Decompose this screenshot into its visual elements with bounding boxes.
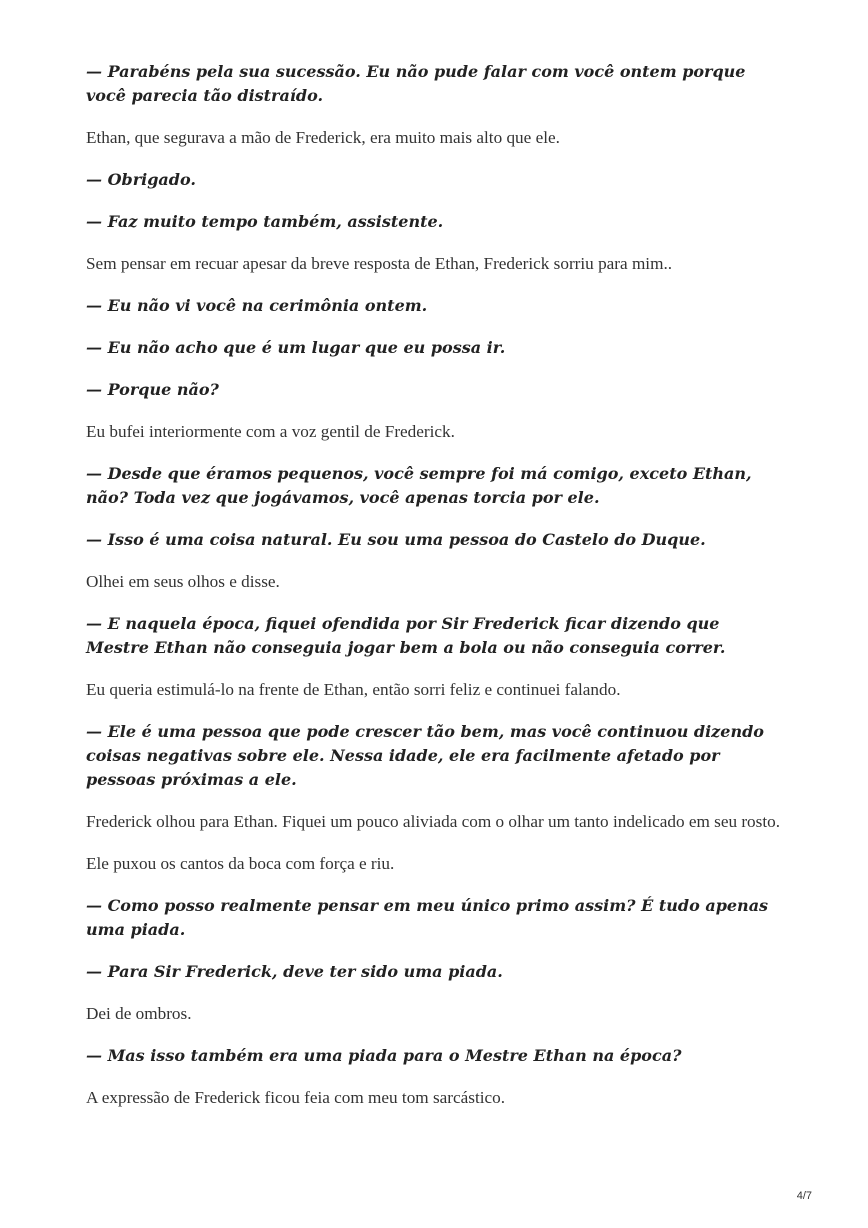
narration-paragraph: Ele puxou os cantos da boca com força e riu.: [86, 854, 395, 873]
dialogue-paragraph: — Mas isso também era uma piada para o Mestre Ethan na época?: [86, 1046, 682, 1065]
narration-paragraph: Eu bufei interiormente com a voz gentil de Frederick.: [86, 422, 455, 441]
narration-paragraph: Sem pensar em recuar apesar da breve resposta de Ethan, Frederick sorriu para mim..: [86, 254, 673, 273]
dialogue-paragraph: — Como posso realmente pensar em meu único primo assim? É tudo apenas uma piada.: [86, 896, 769, 939]
narration-paragraph: A expressão de Frederick ficou feia com meu tom sarcástico.: [86, 1088, 506, 1107]
dialogue-paragraph: — Parabéns pela sua sucessão. Eu não pude falar com você ontem porque você parecia tão distraído.: [86, 62, 746, 105]
document-page: [86, 60, 786, 1128]
dialogue-paragraph: — Obrigado.: [86, 170, 196, 189]
dialogue-paragraph: — Ele é uma pessoa que pode crescer tão bem, mas você continuou dizendo coisas negativas sobre ele. Nessa idade, ele era facilmente afetado por pessoas próximas a ele.: [86, 722, 764, 789]
narration-paragraph: Frederick olhou para Ethan. Fiquei um pouco aliviada com o olhar um tanto indelicado em seu rosto.: [86, 812, 781, 831]
narration-paragraph: Dei de ombros.: [86, 1004, 192, 1023]
narration-paragraph: Olhei em seus olhos e disse.: [86, 572, 280, 591]
dialogue-paragraph: — Faz muito tempo também, assistente.: [86, 212, 444, 231]
dialogue-paragraph: — Para Sir Frederick, deve ter sido uma piada.: [86, 962, 503, 981]
dialogue-paragraph: — Porque não?: [86, 380, 219, 399]
dialogue-paragraph: — Eu não acho que é um lugar que eu possa ir.: [86, 338, 506, 357]
dialogue-paragraph: — Isso é uma coisa natural. Eu sou uma pessoa do Castelo do Duque.: [86, 530, 706, 549]
dialogue-paragraph: — E naquela época, fiquei ofendida por Sir Frederick ficar dizendo que Mestre Ethan não conseguia jogar bem a bola ou não conseguia correr.: [86, 614, 726, 657]
narration-paragraph: Eu queria estimulá-lo na frente de Ethan, então sorri feliz e continuei falando.: [86, 680, 621, 699]
page-number: 4/7: [796, 1190, 812, 1202]
dialogue-paragraph: — Eu não vi você na cerimônia ontem.: [86, 296, 428, 315]
narration-paragraph: Ethan, que segurava a mão de Frederick, era muito mais alto que ele.: [86, 128, 560, 147]
dialogue-paragraph: — Desde que éramos pequenos, você sempre foi má comigo, exceto Ethan, não? Toda vez que jogávamos, você apenas torcia por ele.: [86, 464, 752, 507]
